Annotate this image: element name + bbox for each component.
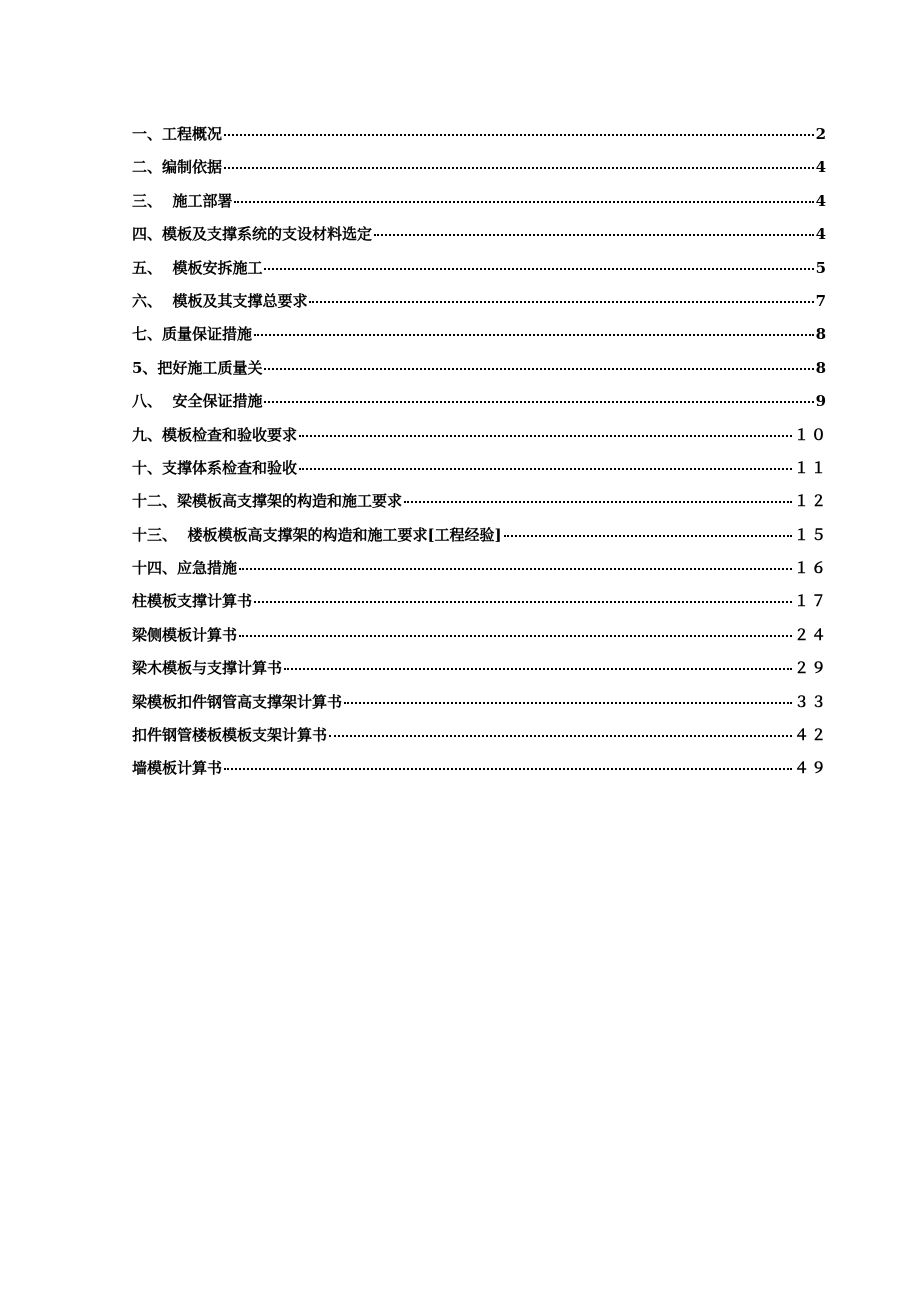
- toc-dot-leader: [264, 387, 813, 403]
- toc-entry-title: 一、工程概况: [132, 125, 223, 143]
- toc-dot-leader: [329, 721, 792, 737]
- toc-entry-page: １６: [793, 559, 828, 578]
- toc-entry[interactable]: [132, 123, 828, 156]
- toc-entry-page: 9: [815, 392, 828, 411]
- toc-entry-page: ４９: [793, 759, 828, 778]
- toc-entry[interactable]: [132, 424, 828, 457]
- toc-entry-page: 4: [815, 225, 828, 244]
- toc-entry[interactable]: [132, 657, 828, 690]
- toc-entry[interactable]: [132, 156, 828, 189]
- toc-entry[interactable]: [132, 257, 828, 290]
- toc-dot-leader: [404, 487, 792, 503]
- toc-dot-leader: [299, 421, 792, 437]
- toc-dot-leader: [284, 654, 792, 670]
- toc-entry-page: 7: [815, 291, 828, 310]
- toc-entry-page: 5: [815, 258, 828, 277]
- toc-entry[interactable]: [132, 557, 828, 590]
- toc-entry-page: 8: [815, 358, 828, 377]
- toc-entry-title: 柱模板支撑计算书: [132, 592, 253, 611]
- toc-dot-leader: [344, 688, 792, 704]
- toc-entry-title: 三、 施工部署: [132, 191, 233, 210]
- toc-entry-page: １０: [793, 425, 828, 444]
- toc-entry[interactable]: [132, 624, 828, 657]
- toc-entry-page: 4: [815, 158, 828, 177]
- toc-entry[interactable]: [132, 490, 828, 523]
- toc-entry[interactable]: [132, 223, 828, 256]
- toc-entry[interactable]: [132, 691, 828, 724]
- toc-entry-title: 扣件钢管楼板模板支架计算书: [132, 726, 328, 745]
- toc-entry-page: 8: [815, 325, 828, 344]
- toc-entry-title: 梁侧模板计算书: [132, 625, 238, 644]
- toc-entry-page: ４２: [793, 726, 828, 745]
- toc-dot-leader: [234, 187, 813, 203]
- toc-entry[interactable]: [132, 190, 828, 223]
- toc-entry-title: 梁模板扣件钢管高支撑架计算书: [132, 692, 343, 711]
- toc-dot-leader: [254, 320, 814, 336]
- toc-dot-leader: [239, 621, 792, 637]
- table-of-contents: [132, 123, 828, 791]
- toc-entry-page: １１: [793, 458, 828, 477]
- toc-entry-page: １７: [793, 592, 828, 611]
- toc-entry-title: 八、 安全保证措施: [132, 392, 263, 411]
- toc-entry-title: 六、 模板及其支撑总要求: [132, 291, 308, 310]
- toc-dot-leader: [239, 554, 792, 570]
- toc-entry-title: 四、模板及支撑系统的支设材料选定: [132, 225, 373, 244]
- toc-entry-page: 4: [815, 191, 828, 210]
- toc-entry[interactable]: [132, 724, 828, 757]
- toc-entry-page: １２: [793, 492, 828, 511]
- toc-entry-page: 2: [815, 125, 828, 143]
- toc-entry-title: 墙模板计算书: [132, 759, 223, 778]
- toc-dot-leader: [224, 754, 792, 770]
- toc-entry[interactable]: [132, 390, 828, 423]
- toc-entry[interactable]: [132, 590, 828, 623]
- toc-entry[interactable]: [132, 457, 828, 490]
- toc-entry[interactable]: [132, 323, 828, 356]
- toc-entry-title: 五、 模板安拆施工: [132, 258, 263, 277]
- toc-dot-leader: [309, 287, 813, 303]
- toc-dot-leader: [264, 254, 813, 270]
- toc-entry-title: 十三、 楼板模板高支撑架的构造和施工要求[工程经验]: [132, 525, 502, 544]
- toc-dot-leader: [264, 354, 813, 370]
- toc-entry-page: ２９: [793, 659, 828, 678]
- toc-dot-leader: [299, 454, 792, 470]
- toc-entry-page: ３３: [793, 692, 828, 711]
- toc-entry[interactable]: [132, 524, 828, 557]
- toc-entry-title: 5、把好施工质量关: [132, 358, 263, 377]
- toc-dot-leader: [224, 153, 814, 169]
- toc-entry-title: 梁木模板与支撑计算书: [132, 659, 283, 678]
- toc-entry-title: 二、编制依据: [132, 158, 223, 177]
- toc-dot-leader: [504, 521, 792, 537]
- toc-dot-leader: [224, 120, 814, 136]
- toc-entry-title: 十、支撑体系检查和验收: [132, 458, 298, 477]
- toc-entry-page: ２４: [793, 625, 828, 644]
- toc-entry-page: １５: [793, 525, 828, 544]
- toc-entry-title: 十二、梁模板高支撑架的构造和施工要求: [132, 492, 403, 511]
- toc-entry[interactable]: [132, 757, 828, 790]
- toc-entry[interactable]: [132, 357, 828, 390]
- toc-entry-title: 十四、应急措施: [132, 559, 238, 578]
- toc-entry[interactable]: [132, 290, 828, 323]
- toc-entry-title: 九、模板检查和验收要求: [132, 425, 298, 444]
- toc-dot-leader: [374, 220, 814, 236]
- toc-dot-leader: [254, 587, 792, 603]
- toc-entry-title: 七、质量保证措施: [132, 325, 253, 344]
